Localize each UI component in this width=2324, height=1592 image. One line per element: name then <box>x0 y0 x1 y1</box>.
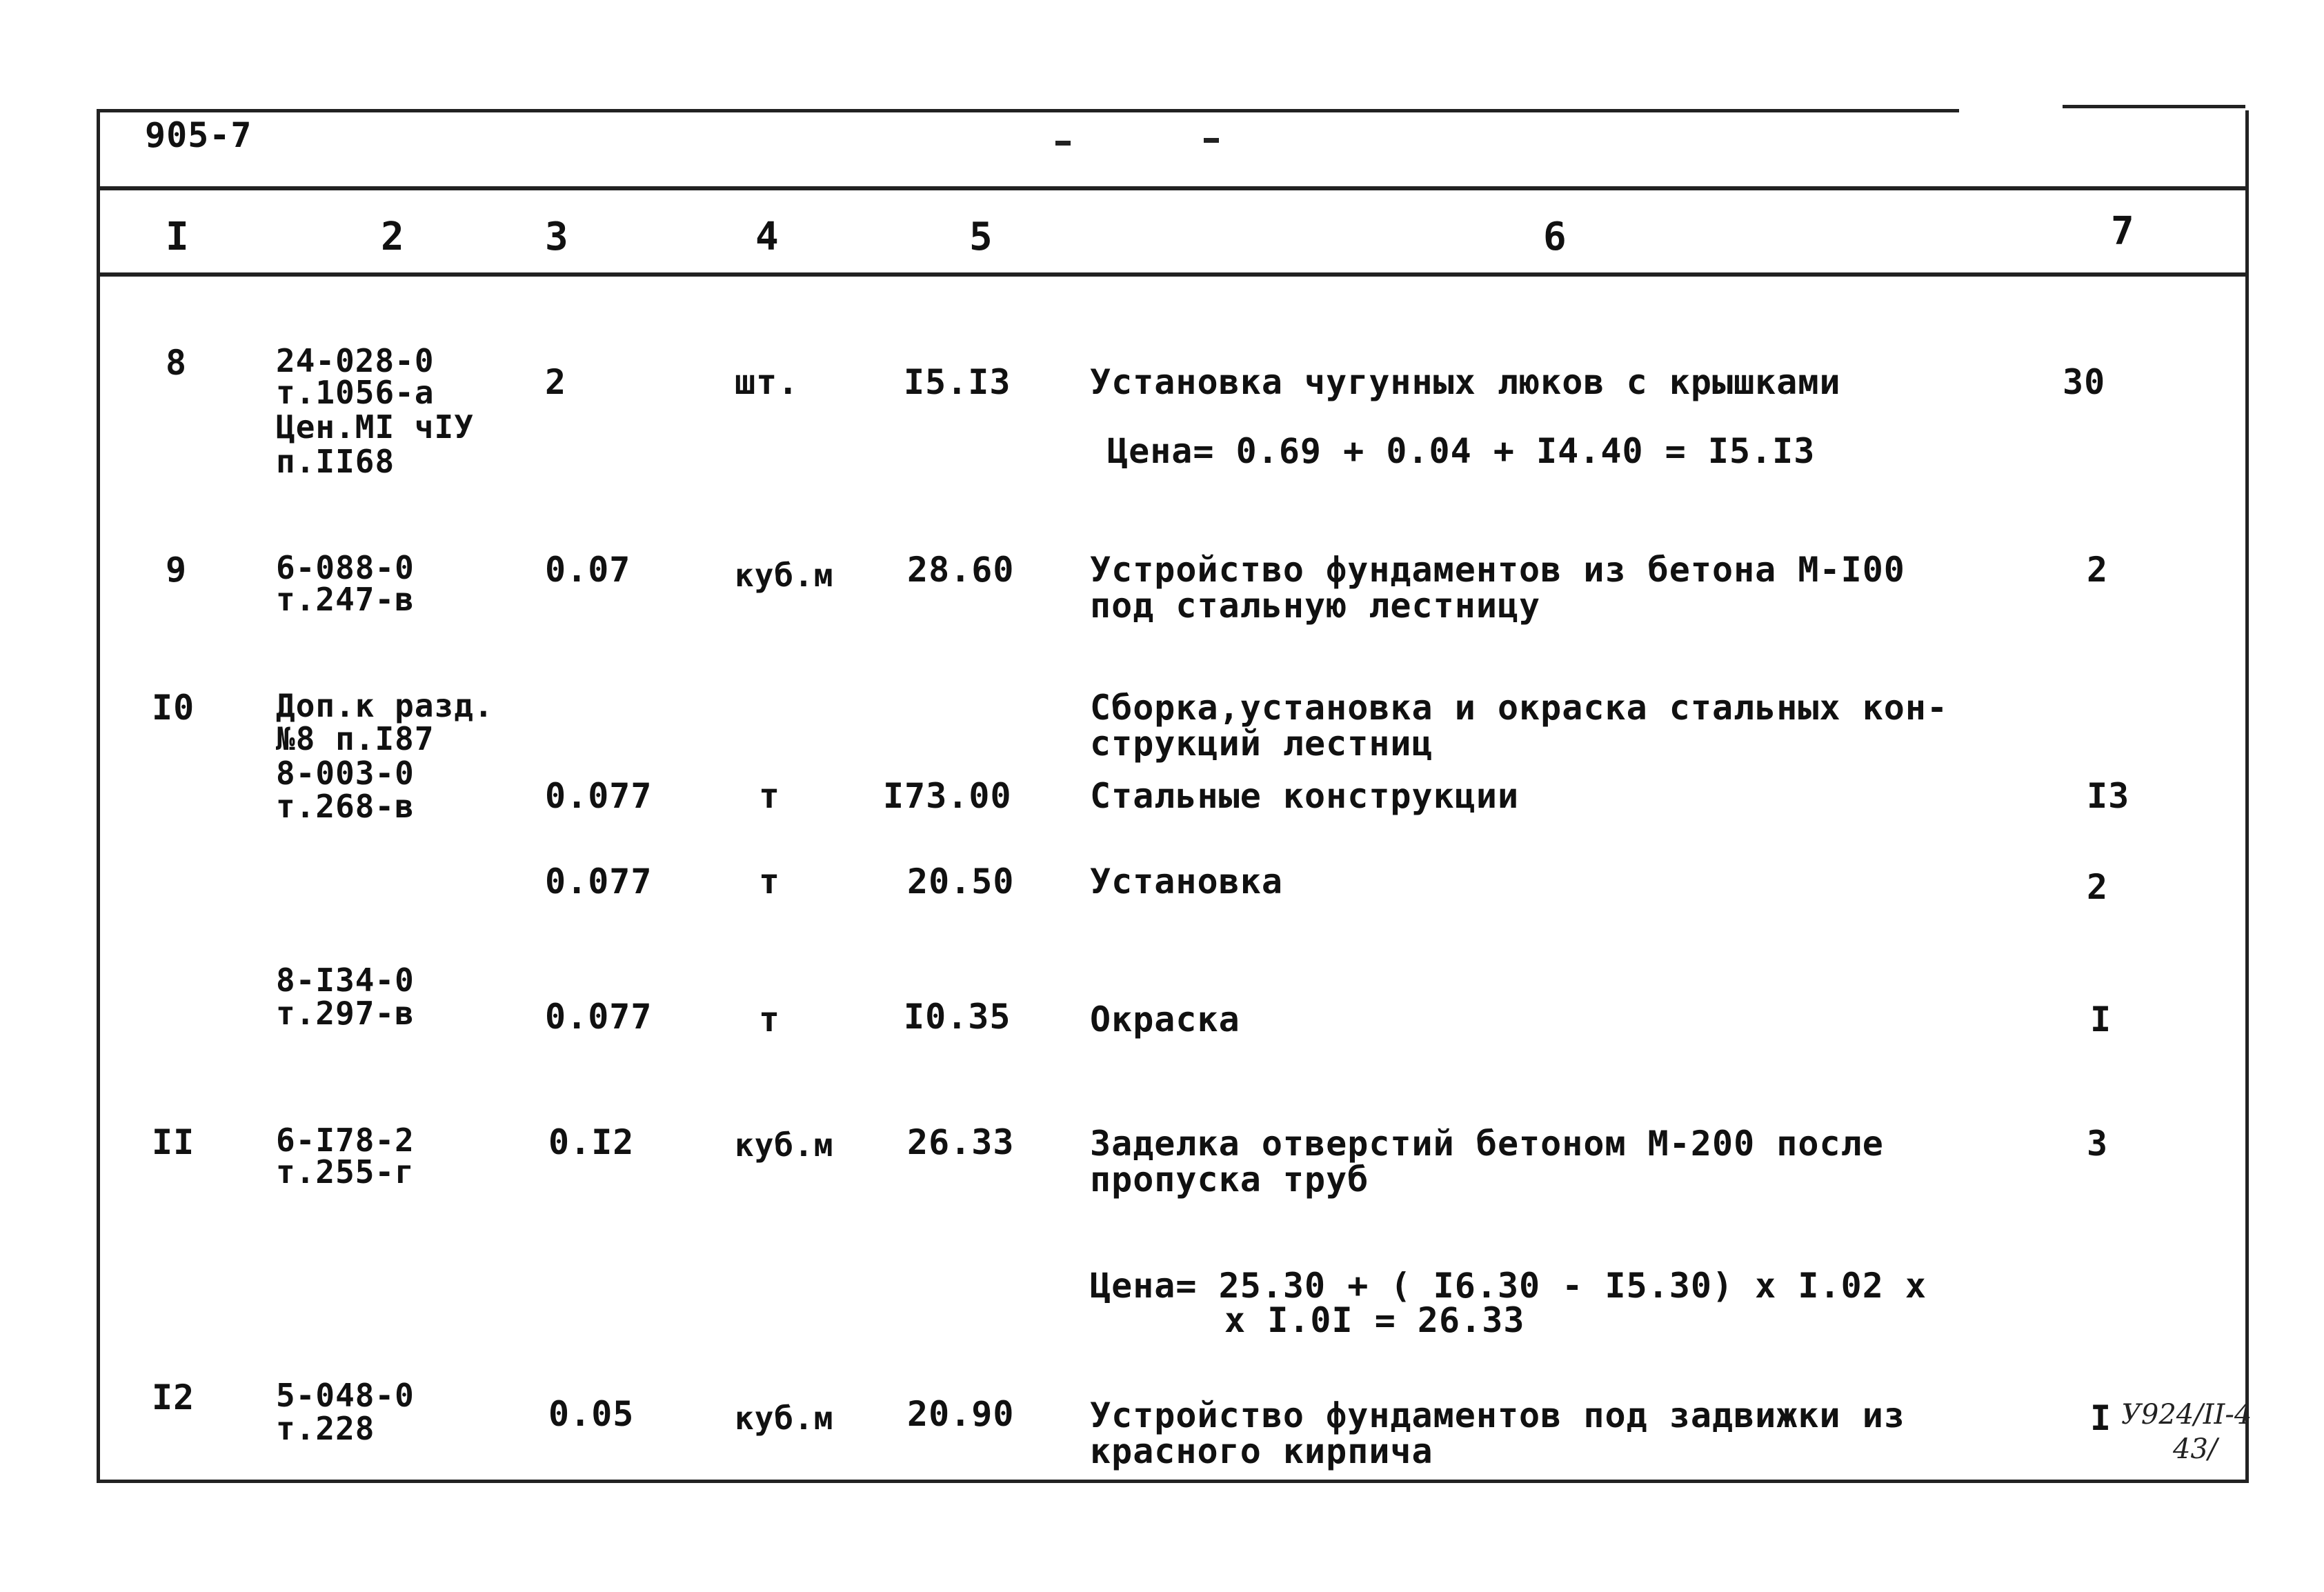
unit: т <box>759 776 781 816</box>
row-total: 30 <box>2063 362 2106 402</box>
description-line: Окраска <box>1090 999 1240 1039</box>
description-line: красного кирпича <box>1090 1431 1433 1471</box>
unit-price: I5.I3 <box>904 362 1011 402</box>
code-line: т.255-г <box>276 1153 415 1191</box>
price-formula: Цена= 25.30 + ( I6.30 - I5.30) х I.02 х <box>1090 1266 1927 1306</box>
description-line: струкций лестниц <box>1090 724 1433 764</box>
row-number: 9 <box>166 550 188 590</box>
unit-price: 26.33 <box>907 1122 1015 1162</box>
col-number-3: 3 <box>545 215 569 259</box>
row-total: 2 <box>2087 867 2109 907</box>
row-number: I2 <box>152 1377 195 1417</box>
description-line: Устройство фундаментов под задвижки из <box>1090 1395 1905 1435</box>
description-line: Устройство фундаментов из бетона М-I00 <box>1090 550 1905 590</box>
row-number: 8 <box>166 343 188 383</box>
page-dash-right <box>1204 138 1219 143</box>
code-line: 5-048-0 <box>276 1377 415 1414</box>
col-number-6: 6 <box>1543 215 1567 259</box>
quantity: 2 <box>545 362 567 402</box>
unit-price: I0.35 <box>904 997 1011 1037</box>
description-line: Сборка,установка и окраска стальных кон- <box>1090 688 1949 728</box>
row-number: I0 <box>152 688 195 728</box>
corner-note-line: 43/ <box>2173 1433 2218 1465</box>
quantity: 0.07 <box>545 550 631 590</box>
quantity: 0.077 <box>545 862 653 902</box>
unit: т <box>759 862 781 902</box>
quantity: 0.077 <box>545 997 653 1037</box>
code-line: 8-003-0 <box>276 755 415 792</box>
row-total: I <box>2090 999 2112 1039</box>
code-line: т.228 <box>276 1410 375 1447</box>
top-border-right <box>2063 105 2245 108</box>
description-line: Стальные конструкции <box>1090 776 1520 816</box>
code-line: п.II68 <box>276 443 395 480</box>
description-line: Заделка отверстий бетоном М-200 после <box>1090 1124 1884 1164</box>
col-number-1: I <box>166 215 190 259</box>
col-number-2: 2 <box>381 215 405 259</box>
row-number: II <box>152 1122 195 1162</box>
row-total: I <box>2090 1398 2112 1438</box>
description-line: пропуска труб <box>1090 1160 1369 1200</box>
description-line: Установка <box>1090 862 1283 902</box>
code-line: т.268-в <box>276 788 415 825</box>
code-line: т.1056-а <box>276 374 435 411</box>
unit-price: 28.60 <box>907 550 1015 590</box>
header-rule-top <box>97 186 2245 190</box>
code-line: Доп.к разд. <box>276 687 494 724</box>
code-line: 24-028-0 <box>276 342 435 379</box>
unit: т <box>759 999 781 1039</box>
code-line: №8 п.I87 <box>276 720 435 757</box>
code-line: 8-I34-0 <box>276 962 415 999</box>
code-line: 6-088-0 <box>276 549 415 586</box>
price-formula: х I.0I = 26.33 <box>1224 1300 1525 1340</box>
col-number-4: 4 <box>755 215 779 259</box>
col-number-5: 5 <box>969 215 993 259</box>
description-line: Установка чугунных люков с крышками <box>1090 362 1841 402</box>
page-dash-left <box>1055 141 1071 146</box>
row-total: I3 <box>2087 776 2130 816</box>
unit: куб.м <box>735 1400 834 1437</box>
corner-note-line: У924/II-4 <box>2121 1399 2252 1431</box>
description-line: под стальную лестницу <box>1090 586 1541 626</box>
unit: куб.м <box>735 1126 834 1164</box>
row-total: 3 <box>2087 1124 2109 1164</box>
quantity: 0.I2 <box>548 1122 635 1162</box>
unit-price: 20.90 <box>907 1394 1015 1434</box>
header-rule-bottom <box>97 272 2245 277</box>
price-formula: Цена= 0.69 + 0.04 + I4.40 = I5.I3 <box>1107 431 1816 471</box>
quantity: 0.05 <box>548 1394 635 1434</box>
quantity: 0.077 <box>545 776 653 816</box>
unit-price: I73.00 <box>883 776 1012 816</box>
row-total: 2 <box>2087 550 2109 590</box>
code-line: 6-I78-2 <box>276 1122 415 1159</box>
code-line: т.297-в <box>276 995 415 1032</box>
unit-price: 20.50 <box>907 862 1015 902</box>
code-line: Цен.МI чIУ <box>276 408 474 446</box>
doc-code: 905-7 <box>145 115 252 155</box>
unit: куб.м <box>735 557 834 594</box>
code-line: т.247-в <box>276 581 415 618</box>
top-border-left <box>97 109 1959 112</box>
unit: шт. <box>735 362 800 402</box>
col-number-7: 7 <box>2111 209 2135 254</box>
